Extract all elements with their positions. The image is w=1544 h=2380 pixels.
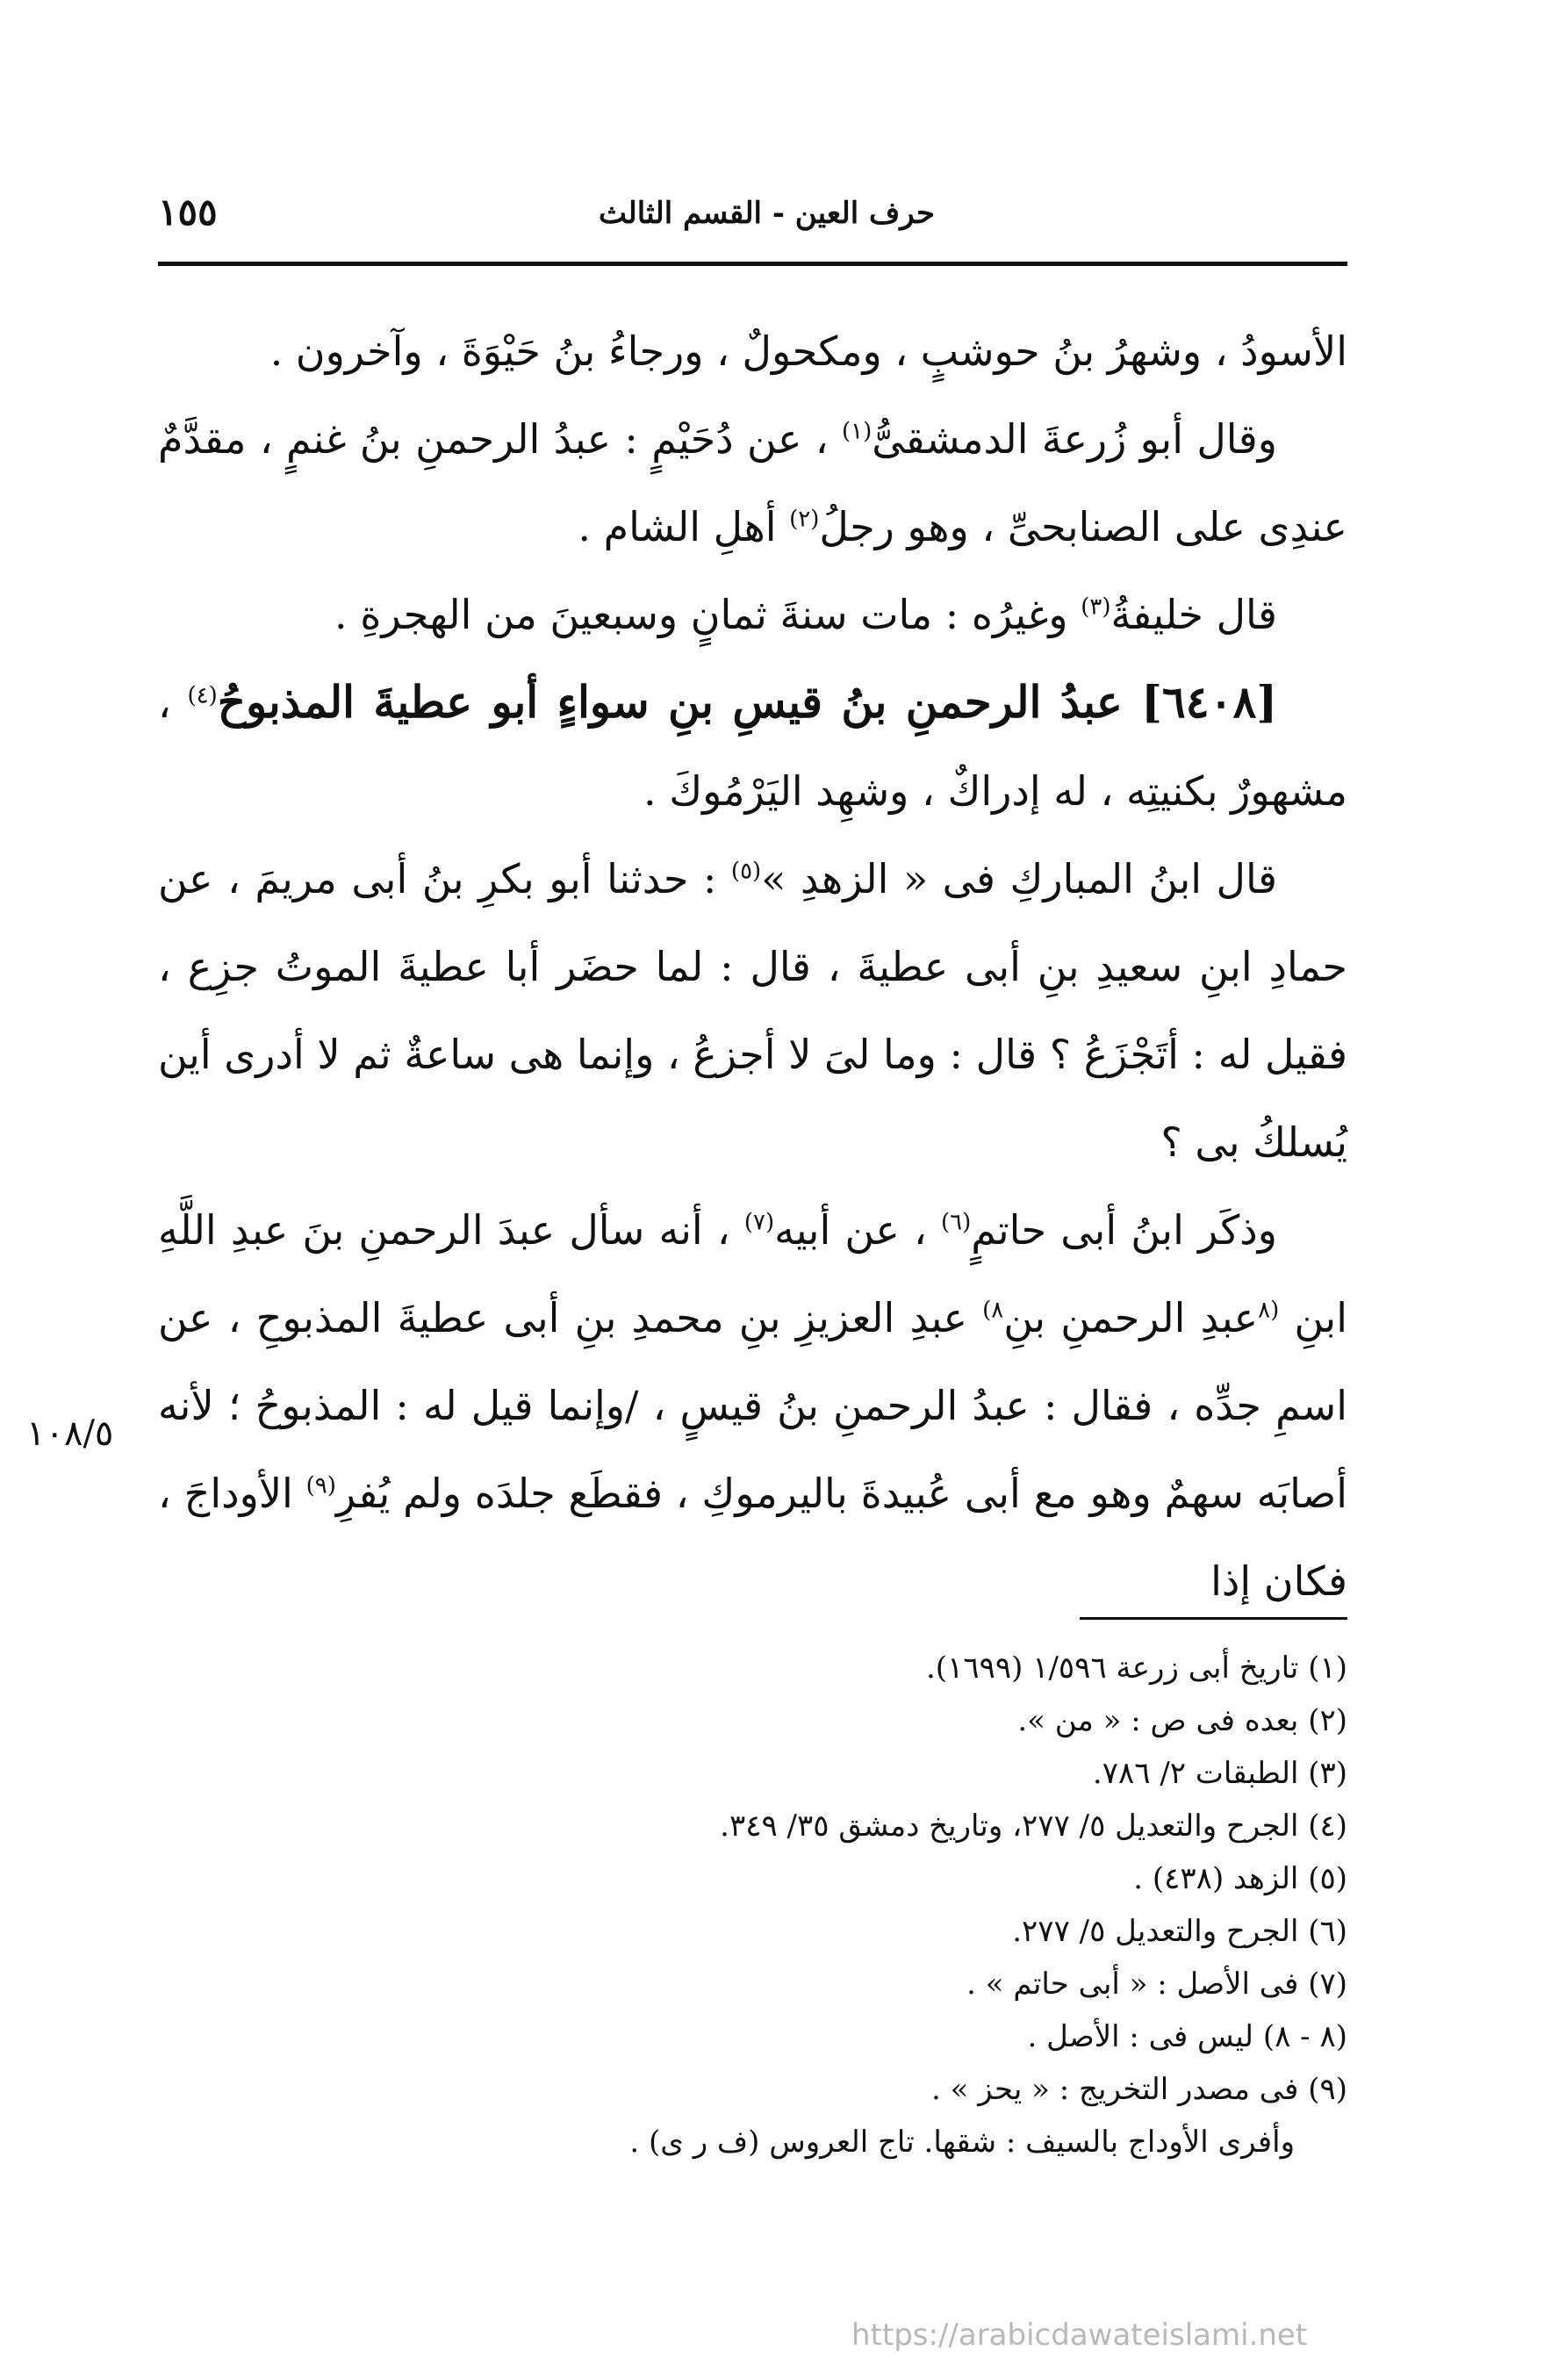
- footnote-5: (٥) الزهد (٤٣٨) .: [1133, 1861, 1347, 1896]
- footnote-ref-2[interactable]: (٢): [789, 506, 820, 533]
- paragraph-5: [158, 835, 1347, 1186]
- paragraph-5-text-a: قال ابنُ المباركِ فى « الزهدِ »: [761, 855, 1277, 902]
- footnote-ref-8-start[interactable]: (٨: [1258, 1297, 1280, 1324]
- paragraph-3-text-b: وغيرُه : مات سنةَ ثمانٍ وسبعينَ من الهجرةِ .: [334, 591, 1081, 638]
- entry-heading: [٦٤٠٨] عبدُ الرحمنِ بنُ قيسِ بنِ سواءٍ أبو عطيةَ المذبوحُ: [217, 676, 1278, 728]
- paragraph-1-text: الأسودُ ، وشهرُ بنُ حوشبٍ ، ومكحولٌ ، ورجاءُ بنُ حَيْوَةَ ، وآخرون .: [269, 327, 1347, 375]
- header-rule: [158, 262, 1347, 266]
- footnote-2: (٢) بعده فى ص : « من ».: [1017, 1703, 1347, 1738]
- paragraph-6-text-c: ، أنه سأل عبدَ الرحمنِ بنَ عبدِ اللَّهِ ابنِ: [158, 1206, 1347, 1341]
- footnote-ref-7[interactable]: (٧): [743, 1209, 775, 1236]
- main-text: [158, 307, 1347, 1625]
- footnote-7: (٧) فى الأصل : « أبى حاتم » .: [966, 1967, 1347, 2002]
- entry-description: ، مشهورٌ بكنيتِه ، له إدراكٌ ، وشهِد اليَرْمُوكَ .: [158, 679, 1347, 815]
- page-number: ١٥٥: [158, 191, 218, 234]
- paragraph-6-text-e: عبدِ العزيزِ بنِ محمدِ بنِ أبى عطيةَ المذبوحِ ، عن اسمِ جدِّه ، فقال : عبدُ الرحمنِ بنُ قيسٍ ، /وإنما قيل له : المذبوحُ ؛ لأنه أصابَه سهمٌ وهو مع أبى عُبيدةَ باليرموكِ ، فقطَع جلدَه ولم يُفرِ: [158, 1294, 1347, 1517]
- paragraph-2: [158, 395, 1347, 571]
- paragraph-5-text-b: : حدثنا أبو بكرِ بنُ أبى مريمَ ، عن حمادِ ابنِ سعيدِ بنِ أبى عطيةَ ، قال : لما حضَر أبا عطيةَ الموتُ جزِع ، فقيل له : أتَجْزَعُ ؟ قال : وما لىَ لا أجزعُ ، وإنما هى ساعةٌ ثم لا أدرى أين يُسلكُ بى ؟: [158, 855, 1347, 1166]
- paragraph-2-text-c: أهلِ الشام .: [578, 503, 790, 550]
- paragraph-2-text-b: ، عن دُحَيْمٍ : عبدُ الرحمنِ بنُ غنمٍ ، مقدَّمٌ عندِى على الصنابحىِّ ، وهو رجلُ: [158, 415, 1347, 550]
- footnote-4: (٤) الجرح والتعديل ٥/ ٢٧٧، وتاريخ دمشق ٣٥/ ٣٤٩.: [720, 1808, 1347, 1844]
- footnote-ref-1[interactable]: (١): [841, 418, 873, 445]
- footnote-9: (٩) فى مصدر التخريج : « يحز » .: [930, 2072, 1347, 2107]
- footnote-ref-6[interactable]: (٦): [940, 1209, 972, 1236]
- watermark-url: https://arabicdawateislami.net: [851, 2318, 1308, 2353]
- page-header: [158, 180, 1347, 259]
- paragraph-6-text-b: ، عن أبيه: [774, 1206, 941, 1254]
- paragraph-6-text-f: الأوداجَ ، فكان إذا: [158, 1470, 1347, 1605]
- running-title: حرف العين - القسم الثالث: [599, 196, 935, 231]
- footnote-ref-8-end[interactable]: ٨): [982, 1297, 1004, 1324]
- footnote-8: (٨ - ٨) ليس فى : الأصل .: [1027, 2019, 1347, 2054]
- paragraph-6-text-d: عبدِ الرحمنِ بنِ: [1003, 1294, 1259, 1341]
- footnote-6: (٦) الجرح والتعديل ٥/ ٢٧٧.: [1012, 1914, 1347, 1949]
- footnote-ref-3[interactable]: (٣): [1081, 593, 1111, 621]
- entry-paragraph: [158, 658, 1347, 835]
- footnote-1: (١) تاريخ أبى زرعة ١/٥٩٦ (١٦٩٩).: [926, 1650, 1347, 1686]
- footnotes: [158, 1642, 1347, 2168]
- footnote-ref-9[interactable]: (٩): [305, 1472, 336, 1499]
- margin-page-reference: ١٠٨/٥: [26, 1413, 114, 1454]
- footnote-ref-4[interactable]: (٤): [187, 682, 218, 709]
- paragraph-6-text-a: وذكَر ابنُ أبى حاتمٍ: [971, 1206, 1277, 1254]
- paragraph-3-text-a: قال خليفةُ: [1110, 591, 1277, 638]
- footnote-3: (٣) الطبقات ٢/ ٧٨٦.: [1092, 1756, 1347, 1791]
- paragraph-3: [158, 571, 1347, 658]
- paragraph-1: [158, 307, 1347, 395]
- footnote-ref-5[interactable]: (٥): [730, 858, 762, 885]
- footnote-rule: [1080, 1617, 1347, 1620]
- paragraph-6: [158, 1186, 1347, 1625]
- paragraph-2-text-a: وقال أبو زُرعةَ الدمشقىُّ: [872, 415, 1277, 463]
- footnote-9-continuation: وأفرى الأوداج بالسيف : شقها. تاج العروس (ف ر ى) .: [629, 2125, 1295, 2160]
